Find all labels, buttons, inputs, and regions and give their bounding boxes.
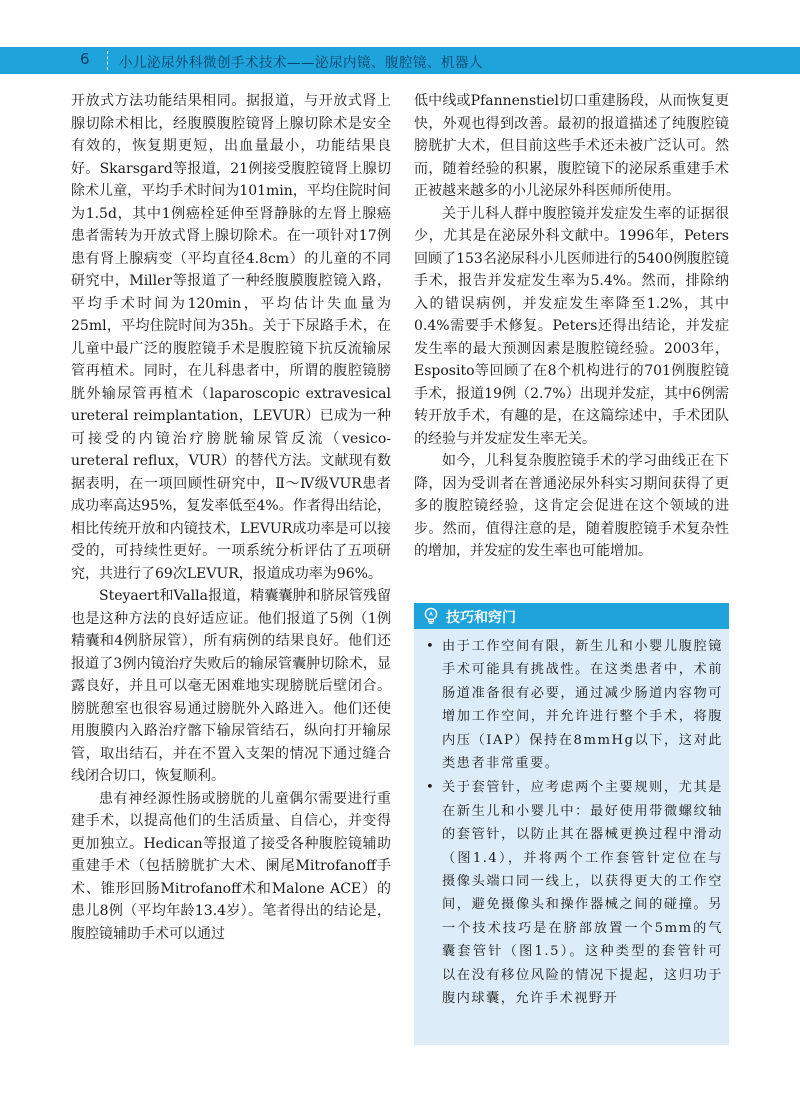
bullet-icon: •: [426, 780, 436, 796]
page-number: 6: [80, 50, 90, 68]
left-column: [71, 90, 391, 945]
tips-box: [414, 603, 729, 1045]
tip-text: 由于工作空间有限，新生儿和小婴儿腹腔镜手术可能具有挑战性。在这类患者中，术前肠道准备很有必要，通过减少肠道内容物可增加工作空间，并允许进行整个手术，将腹内压（IAP）保持在8mmHg以下，这对此类患者非常重要。: [442, 639, 723, 772]
bullet-icon: •: [426, 639, 436, 654]
running-title: 小儿泌尿外科微创手术技术——泌尿内镜、腹腔镜、机器人: [119, 55, 483, 71]
tips-header: [414, 603, 729, 629]
body-paragraph: 关于儿科人群中腹腔镜并发症发生率的证据很少，尤其是在泌尿外科文献中。1996年，Peters回顾了153名泌尿科小儿医师进行的5400例腹腔镜手术，报告并发症发生率为5.4%。然而，排除纳入的错误病例，并发症发生率降至1.2%，其中0.4%需要手术修复。Peters还得出结论，并发症发生率的最大预测因素是腹腔镜经验。2003年，Esposito等回顾了在8个机构进行的701例腹腔镜手术，报道19例（2.7%）出现并发症，其中6例需转开放手术，有趣的是，在这篇综述中，手术团队的经验与并发症发生率无关。: [414, 205, 729, 447]
body-paragraph: 低中线或Pfannenstiel切口重建肠段，从而恢复更快，外观也得到改善。最初的报道描述了纯腹腔镜膀胱扩大术，但目前这些手术还未被广泛认可。然而，随着经验的积累，腹腔镜下的泌尿系重建手术正被越来越多的小儿泌尿外科医师所使用。: [414, 93, 729, 199]
right-column: [414, 90, 729, 563]
body-paragraph: 开放式方法功能结果相同。据报道，与开放式肾上腺切除术相比，经腹膜腹腔镜肾上腺切除术是安全有效的，恢复期更短，出血量最小，功能结果良好。Skarsgard等报道，21例接受腹腔镜肾上腺切除术儿童，平均手术时间为101min，平均住院时间为1.5d，其中1例癌栓延伸至肾静脉的左肾上腺癌患者需转为开放式肾上腺切除术。在一项针对17例患有肾上腺病变（平均直径4.8cm）的儿童的不同研究中，Miller等报道了一种经腹膜腹腔镜入路，平均手术时间为120min，平均估计失血量为25ml，平均住院时间为35h。关于下尿路手术，在儿童中最广泛的腹腔镜手术是腹腔镜下抗反流输尿管再植术。同时，在儿科患者中，所谓的腹腔镜膀胱外输尿管再植术（laparoscopic extravesical ureteral reimplantation，LEVUR）已成为一种可接受的内镜治疗膀胱输尿管反流（vesico-ureteral reflux，VUR）的替代方法。文献现有数据表明，在一项回顾性研究中，Ⅱ～Ⅳ级VUR患者成功率高达95%，复发率低至4%。作者得出结论，相比传统开放和内镜技术，LEVUR成功率是可以接受的，可持续性更好。一项系统分析评估了五项研究，共进行了69次LEVUR，报道成功率为96%。: [71, 93, 391, 582]
running-header: [0, 47, 800, 74]
header-divider: [107, 51, 108, 70]
tip-item: [424, 776, 723, 1010]
body-paragraph: 患有神经源性肠或膀胱的儿童偶尔需要进行重建手术，以提高他们的生活质量、自信心，并变得更加独立。Hedican等报道了接受各种腹腔镜辅助重建手术（包括膀胱扩大术、阑尾Mitrofanoff手术、锥形回肠Mitrofanoff术和Malone ACE）的患儿8例（平均年龄13.4岁）。笔者得出的结论是，腹腔镜辅助手术可以通过: [71, 790, 391, 942]
tips-title: 技巧和窍门: [446, 610, 516, 626]
tip-text: 关于套管针，应考虑两个主要规则，尤其是在新生儿和小婴儿中：最好使用带微螺纹轴的套管针，以防止其在器械更换过程中滑动（图1.4），并将两个工作套管针定位在与摄像头端口同一线上，以获得更大的工作空间，避免摄像头和操作器械之间的碰撞。另一个技术技巧是在脐部放置一个5mm的气囊套管针（图1.5）。这种类型的套管针可以在没有移位风险的情况下提起，这归功于腹内球囊，允许手术视野开: [442, 780, 723, 1007]
lightbulb-icon: [423, 607, 439, 625]
body-paragraph: Steyaert和Valla报道，精囊囊肿和脐尿管残留也是这种方法的良好适应证。他们报道了5例（1例精囊和4例脐尿管），所有病例的结果良好。他们还报道了3例内镜治疗失败后的输尿管囊肿切除术，显露良好，并且可以毫无困难地实现膀胱后壁闭合。膀胱憩室也很容易通过膀胱外入路进入。他们还使用腹膜内入路治疗髂下输尿管结石，纵向打开输尿管，取出结石，并在不置入支架的情况下通过缝合线闭合切口，恢复顺利。: [71, 588, 391, 784]
tips-list: [424, 635, 723, 1012]
tip-item: [424, 635, 723, 775]
body-paragraph: 如今，儿科复杂腹腔镜手术的学习曲线正在下降，因为受训者在普通泌尿外科实习期间获得了更多的腹腔镜经验，这肯定会促进在这个领域的进步。然而，值得注意的是，随着腹腔镜手术复杂性的增加，并发症的发生率也可能增加。: [414, 453, 729, 559]
